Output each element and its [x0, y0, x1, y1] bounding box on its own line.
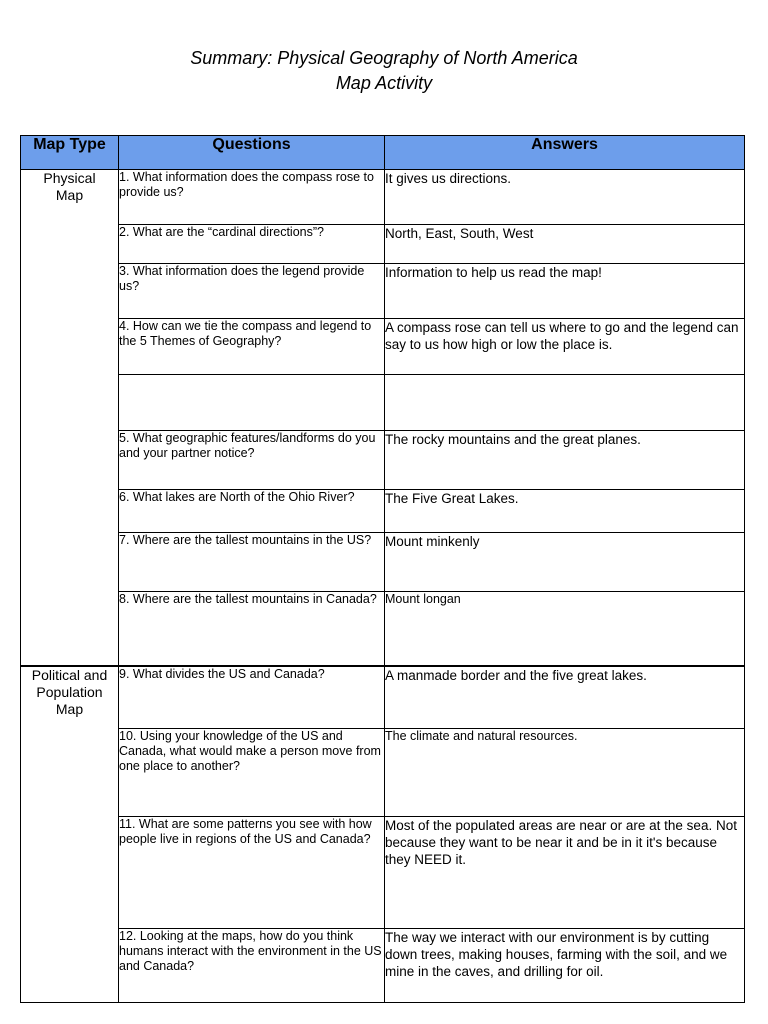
header-map-type: Map Type [21, 136, 119, 170]
group-political-population-map [21, 666, 745, 1003]
question-cell: 11. What are some patterns you see with how people live in regions of the US and Canada? [119, 817, 385, 929]
table-row [21, 319, 745, 375]
question-cell: 5. What geographic features/landforms do you and your partner notice? [119, 431, 385, 490]
question-cell: 1. What information does the compass rose to provide us? [119, 170, 385, 225]
map-type-physical: Physical Map [21, 170, 119, 666]
table-row [21, 817, 745, 929]
answer-cell: The Five Great Lakes. [385, 490, 745, 533]
question-cell: 2. What are the “cardinal directions”? [119, 225, 385, 264]
table-row [21, 533, 745, 592]
answer-cell [385, 375, 745, 431]
question-cell: 12. Looking at the maps, how do you think humans interact with the environment in the US and Canada? [119, 929, 385, 1003]
table-row [21, 264, 745, 319]
answer-cell: The way we interact with our environment is by cutting down trees, making houses, farming with the soil, and we mine in the caves, and drilling for oil. [385, 929, 745, 1003]
table-row [21, 170, 745, 225]
question-cell [119, 375, 385, 431]
answer-cell: The climate and natural resources. [385, 729, 745, 817]
table-row [21, 431, 745, 490]
question-cell: 6. What lakes are North of the Ohio River? [119, 490, 385, 533]
table-row [21, 490, 745, 533]
answer-cell: A compass rose can tell us where to go and the legend can say to us how high or low the place is. [385, 319, 745, 375]
answer-cell: A manmade border and the five great lakes. [385, 666, 745, 729]
question-cell: 4. How can we tie the compass and legend to the 5 Themes of Geography? [119, 319, 385, 375]
table-row [21, 729, 745, 817]
answer-cell: North, East, South, West [385, 225, 745, 264]
group-physical-map [21, 170, 745, 666]
answer-cell: The rocky mountains and the great planes. [385, 431, 745, 490]
document-title [0, 46, 768, 96]
question-cell: 8. Where are the tallest mountains in Canada? [119, 592, 385, 666]
answer-cell: Most of the populated areas are near or are at the sea. Not because they want to be near it and be in it it's because they NEED it. [385, 817, 745, 929]
worksheet-table [20, 135, 745, 1003]
answer-cell: Information to help us read the map! [385, 264, 745, 319]
question-cell: 10. Using your knowledge of the US and Canada, what would make a person move from one place to another? [119, 729, 385, 817]
header-row [21, 136, 745, 170]
table-row [21, 929, 745, 1003]
answer-cell: It gives us directions. [385, 170, 745, 225]
question-cell: 7. Where are the tallest mountains in the US? [119, 533, 385, 592]
answer-cell: Mount minkenly [385, 533, 745, 592]
table-row-empty [21, 375, 745, 431]
table-row [21, 592, 745, 666]
question-cell: 3. What information does the legend provide us? [119, 264, 385, 319]
header-answers: Answers [385, 136, 745, 170]
answer-cell: Mount longan [385, 592, 745, 666]
question-cell: 9. What divides the US and Canada? [119, 666, 385, 729]
table-row [21, 666, 745, 729]
title-line-1: Summary: Physical Geography of North America [190, 48, 578, 68]
table-row [21, 225, 745, 264]
title-line-2: Map Activity [335, 73, 433, 93]
header-questions: Questions [119, 136, 385, 170]
map-type-political-population: Political and Population Map [21, 666, 119, 1003]
